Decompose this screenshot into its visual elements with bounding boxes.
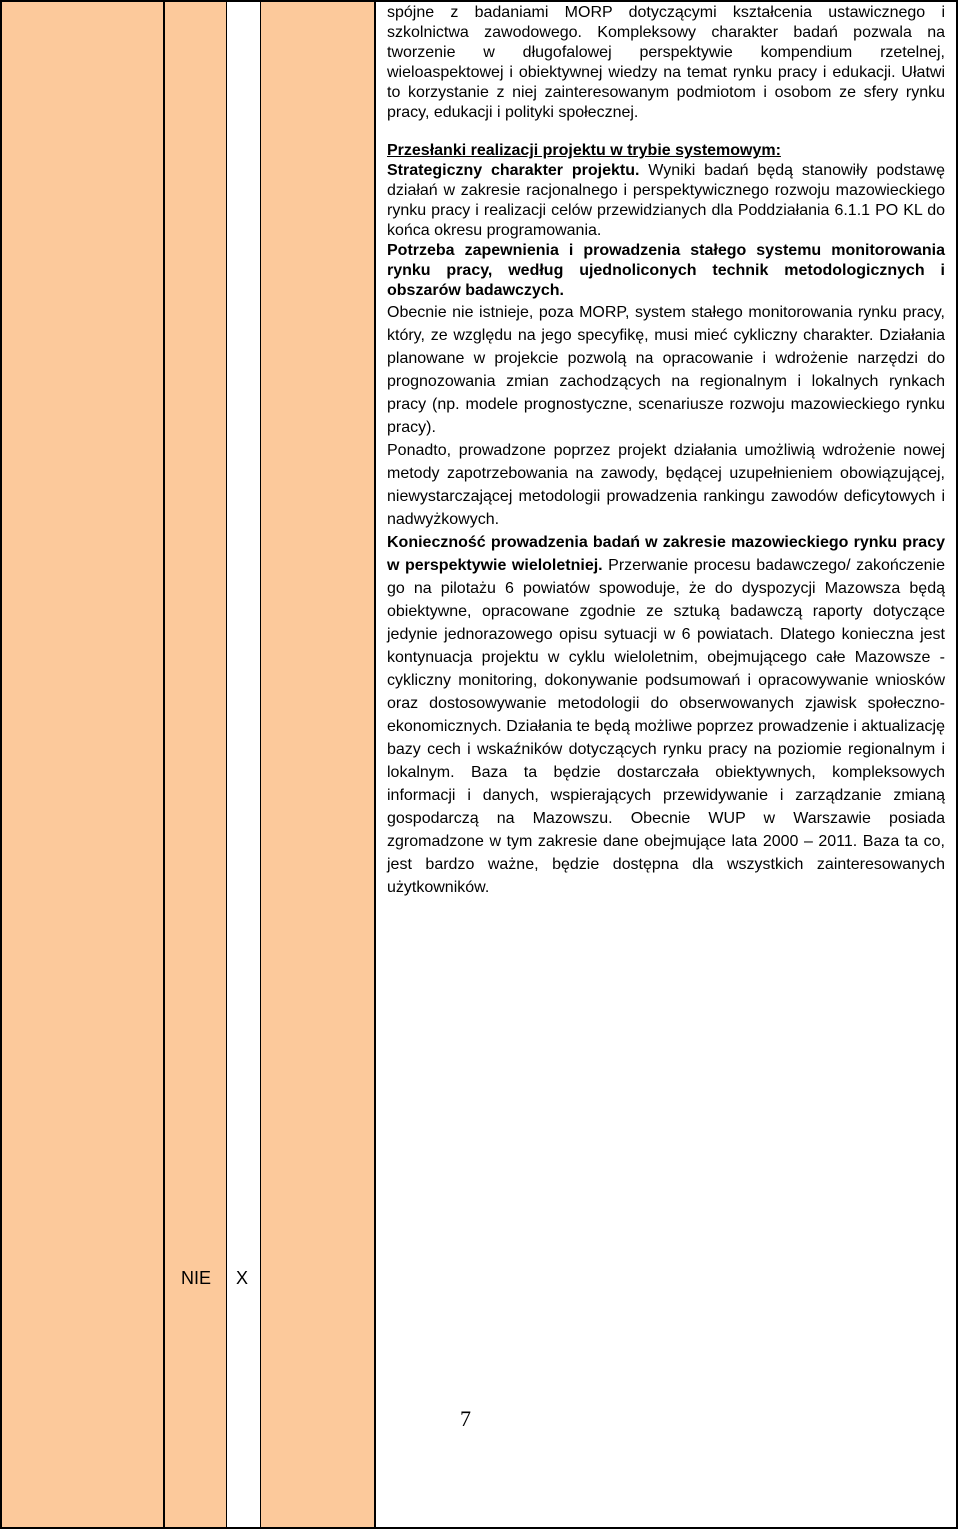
paragraph-intro: spójne z badaniami MORP dotyczącymi kształcenia ustawicznego i szkolnictwa zawodowego. Kompleksowy charakter badań pozwala na tworzenie w długofalowej perspektywie kompendium rzetelnej, wieloaspektowej i obiektywnej wiedzy na temat rynku pracy i edukacji. Ułatwi to korzystanie z niej zainteresowanym podmiotom i osobom ze sfery rynku pracy, edukacji i polityki społecznej. (387, 4, 945, 121)
paragraph-strategic-text: Wyniki badań będą stanowiły podstawę działań w zakresie racjonalnego i perspektywicznego rozwoju mazowieckiego rynku pracy i realizacji celów przewidzianych dla Poddziałania 6.1.1 PO KL do końca okresu programowania. (387, 162, 946, 239)
table-column-blank (261, 2, 376, 1527)
paragraph-longterm-text: Przerwanie procesu badawczego/ zakończenie go na pilotażu 6 powiatów spowoduje, że do dyspozycji Mazowsza będą obiektywne, opracowane zgodnie ze sztuką badawczą raporty dotyczące jedynie jednorazowego opisu sytuacji w 6 powiatach. Dlatego konieczna jest kontynuacja projektu w cyklu wieloletnim, obejmującego całe Mazowsze - cykliczny monitoring, dokonywanie podsumowań i opracowywanie wniosków oraz dostosowywanie metodologii do obserwowanych zjawisk społeczno-ekonomicznych. Działania te będą możliwe poprzez prowadzenie i aktualizację bazy cech i wskaźników dotyczących rynku pracy na poziomie regionalnym i lokalnym. Baza ta będzie dostarczała obiektywnych, kompleksowych informacji i danych, wspierających przewidywanie i zarządzanie zmianą gospodarczą na Mazowszu. Obecnie WUP w Warszawie posiada zgromadzone w tym zakresie dane obejmujące lata 2000 – 2011. Baza ta co, jest bardzo ważne, będzie dostępna dla wszystkich zainteresowanych użytkowników. (387, 557, 946, 896)
paragraph-method: Ponadto, prowadzone poprzez projekt działania umożliwią wdrożenie nowej metody zapotrzebowania na zawody, będącej uzupełnieniem obowiązującej, niewystarczającej metodologii prowadzenia rankingu zawodów deficytowych i nadwyżkowych. (387, 442, 945, 528)
paragraph-strategic (387, 161, 945, 241)
table-column-mark (227, 2, 261, 1527)
table-column-nie (165, 2, 227, 1527)
answer-mark: X (236, 1268, 249, 1288)
table-column-label (0, 2, 165, 1527)
paragraph-morp: Obecnie nie istnieje, poza MORP, system stałego monitorowania rynku pracy, który, ze względu na jego specyfikę, musi mieć cykliczny charakter. Działania planowane w projekcie pozwolą na opracowanie i wdrożenie narzędzi do prognozowania zmian zachodzących na regionalnym i lokalnych rynkach pracy (np. modele prognostyczne, scenariusze rozwoju mazowieckiego rynku pracy). (387, 304, 945, 436)
page-number: 7 (460, 1406, 471, 1431)
description-cell (387, 3, 945, 899)
paragraph-longterm-lead: Konieczność prowadzenia badań w zakresie mazowieckiego rynku pracy w perspektywie wieloletniej. (387, 534, 945, 574)
section-heading: Przesłanki realizacji projektu w trybie systemowym: (387, 142, 781, 159)
paragraph-longterm (387, 531, 945, 899)
paragraph-strategic-lead: Strategiczny charakter projektu. (387, 162, 640, 179)
paragraph-monitoring-need: Potrzeba zapewnienia i prowadzenia stałego systemu monitorowania rynku pracy, według ujednoliconych technik metodologicznych i obszarów badawczych. (387, 242, 945, 299)
answer-label: NIE (181, 1268, 212, 1288)
